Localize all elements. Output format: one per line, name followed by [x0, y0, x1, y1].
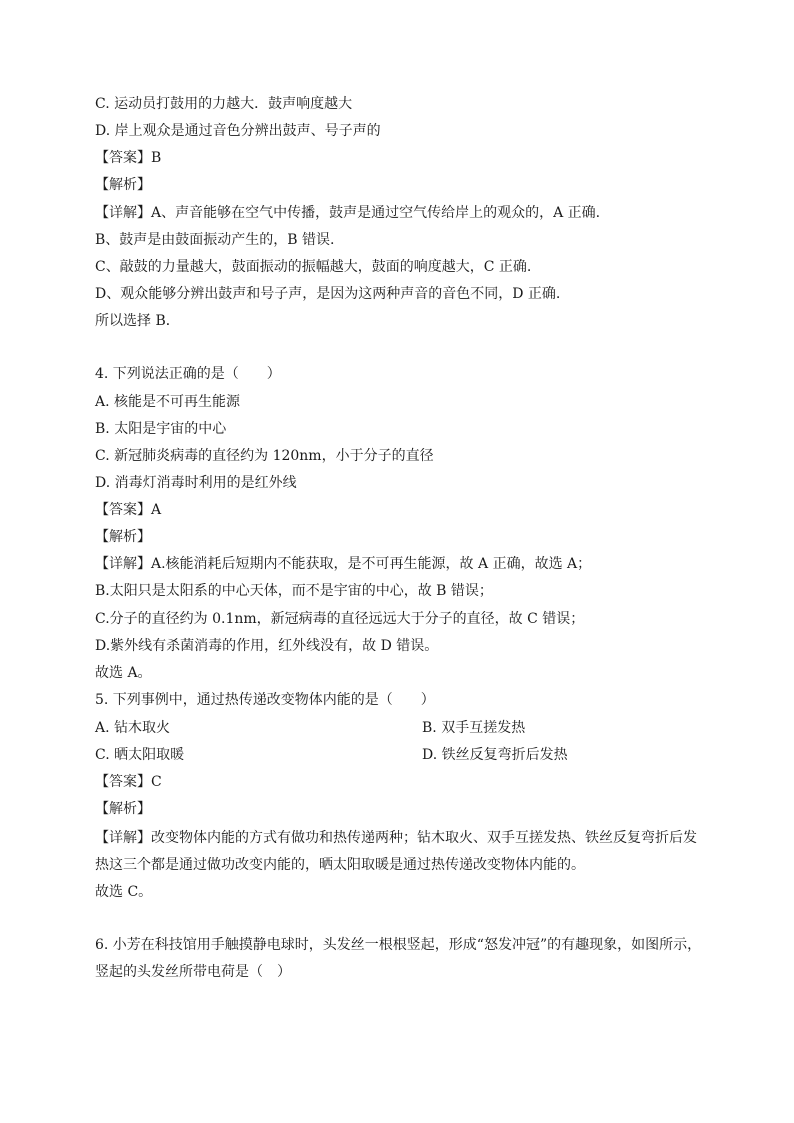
- q5-detail-2: 热这三个都是通过做功改变内能的，晒太阳取暖是通过热传递改变物体内能的。: [95, 857, 585, 873]
- q3-option-d: D. 岸上观众是通过音色分辨出鼓声、号子声的: [95, 123, 381, 139]
- q4-detail-4: D.紫外线有杀菌消毒的作用，红外线没有，故 D 错误。: [95, 638, 439, 654]
- q5-answer: 【答案】C: [95, 774, 162, 790]
- q5-option-c: C. 晒太阳取暖: [95, 747, 185, 763]
- q5-analysis-label: 【解析】: [95, 801, 151, 817]
- q3-option-c: C. 运动员打鼓用的力越大．鼓声响度越大: [95, 96, 353, 112]
- q3-detail-2: B、鼓声是由鼓面振动产生的，B 错误.: [95, 232, 335, 248]
- q4-detail-3: C.分子的直径约为 0.1nm，新冠病毒的直径远远大于分子的直径，故 C 错误；: [95, 611, 585, 627]
- q3-answer: 【答案】B: [95, 150, 162, 166]
- q5-option-b: B. 双手互搓发热: [422, 720, 526, 736]
- q5-option-a: A. 钻木取火: [95, 720, 171, 736]
- q3-analysis-label: 【解析】: [95, 177, 151, 193]
- q5-detail-1: 【详解】改变物体内能的方式有做功和热传递两种；钻木取火、双手互搓发热、铁丝反复弯折后发: [95, 830, 697, 846]
- q4-detail-2: B.太阳只是太阳系的中心天体，而不是宇宙的中心，故 B 错误；: [95, 583, 493, 599]
- q4-stem: 4. 下列说法正确的是（ ）: [95, 366, 281, 382]
- q4-option-c: C. 新冠肺炎病毒的直径约为 120nm，小于分子的直径: [95, 448, 434, 464]
- q4-analysis-label: 【解析】: [95, 529, 151, 545]
- q4-answer: 【答案】A: [95, 502, 162, 518]
- q5-stem: 5. 下列事例中，通过热传递改变物体内能的是（ ）: [95, 692, 435, 708]
- q6-stem-line-1: 6. 小芳在科技馆用手触摸静电球时，头发丝一根根竖起，形成“怒发冲冠”的有趣现象，如图所示，: [95, 937, 702, 953]
- q4-option-a: A. 核能是不可再生能源: [95, 394, 241, 410]
- q4-option-d: D. 消毒灯消毒时利用的是红外线: [95, 475, 297, 491]
- q5-conclusion: 故选 C。: [95, 884, 153, 900]
- q5-option-d: D. 铁丝反复弯折后发热: [422, 747, 568, 763]
- q3-conclusion: 所以选择 B．: [95, 313, 180, 329]
- q4-detail-1: 【详解】A.核能消耗后短期内不能获取，是不可再生能源，故 A 正确，故选 A；: [95, 556, 592, 572]
- q4-conclusion: 故选 A。: [95, 665, 152, 681]
- q6-stem-line-2: 竖起的头发丝所带电荷是（ ）: [95, 964, 291, 980]
- q3-detail-1: 【详解】A、声音能够在空气中传播，鼓声是通过空气传给岸上的观众的，A 正确.: [95, 205, 601, 221]
- q3-detail-3: C、敲鼓的力量越大，鼓面振动的振幅越大，鼓面的响度越大，C 正确.: [95, 259, 532, 275]
- q3-detail-4: D、观众能够分辨出鼓声和号子声，是因为这两种声音的音色不同，D 正确.: [95, 286, 561, 302]
- q4-option-b: B. 太阳是宇宙的中心: [95, 421, 227, 437]
